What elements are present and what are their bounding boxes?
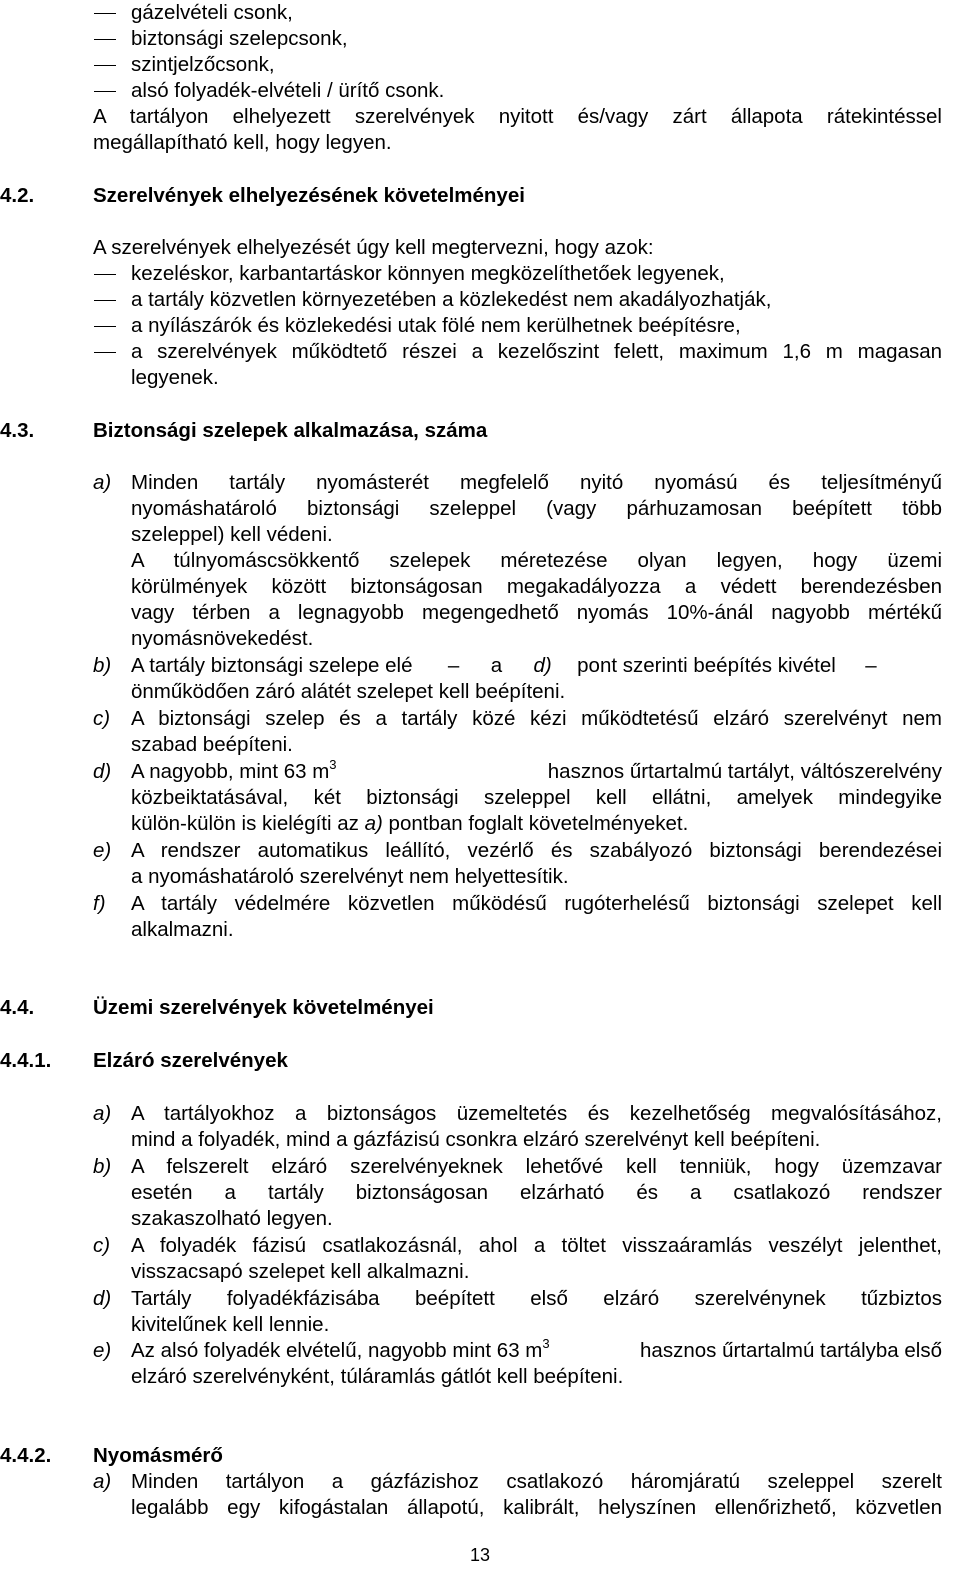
paragraph-line: A biztonsági szelep és a tartály közé kézi működtetésű elzáró szerelvényt nem — [131, 707, 942, 730]
section-number: 4.4.1. — [0, 1049, 52, 1072]
paragraph-line: Minden tartály nyomásterét megfelelő nyitó nyomású és teljesítményű — [131, 471, 942, 494]
paragraph-line: A szerelvények elhelyezését úgy kell megtervezni, hogy azok: — [93, 236, 654, 259]
list-dash — [94, 352, 116, 353]
item-label: a) — [93, 471, 112, 494]
item-label: a) — [93, 1470, 112, 1493]
paragraph-line: vagy térben a legnagyobb megengedhető nyomás 10%-ánál nagyobb mértékű — [131, 601, 942, 624]
text-run: pont szerinti beépítés kivétel — [577, 654, 836, 677]
reference: d) — [533, 654, 552, 677]
paragraph-line: nyomásnövekedést. — [131, 627, 314, 650]
paragraph-line — [131, 759, 942, 785]
section-title: Szerelvények elhelyezésének követelményei — [93, 184, 525, 207]
section-title: Biztonsági szelepek alkalmazása, száma — [93, 419, 488, 442]
text-run — [131, 759, 337, 785]
list-dash — [94, 39, 116, 40]
section-number: 4.4. — [0, 996, 35, 1019]
section-number: 4.4.2. — [0, 1444, 52, 1467]
paragraph-line: elzáró szerelvényként, túláramlás gátlót kell beépíteni. — [131, 1365, 624, 1388]
text-run: hasznos űrtartalmú tartályba első — [640, 1339, 942, 1362]
list-dash — [94, 326, 116, 327]
reference: a) — [364, 812, 383, 835]
paragraph-line: szeleppel) kell védeni. — [131, 523, 333, 546]
paragraph-line: A túlnyomáscsökkentő szelepek méretezése olyan legyen, hogy üzemi — [131, 549, 942, 572]
item-label: b) — [93, 654, 112, 677]
list-dash — [94, 91, 116, 92]
text-run: A tartály biztonsági szelepe elé — [131, 654, 413, 677]
paragraph-line: megállapítható kell, hogy legyen. — [93, 131, 392, 154]
section-number: 4.3. — [0, 419, 35, 442]
paragraph-line: legalább egy kifogástalan állapotú, kalibrált, helyszínen ellenőrizhető, közvetlen — [131, 1496, 942, 1519]
text-run — [131, 1338, 550, 1364]
item-label: d) — [93, 760, 112, 783]
paragraph-line: A tartály védelmére közvetlen működésű rugóterhelésű biztonsági szelepet kell — [131, 892, 942, 915]
section-title: Elzáró szerelvények — [93, 1049, 288, 1072]
paragraph-line: Minden tartályon a gázfázishoz csatlakozó háromjáratú szeleppel szerelt — [131, 1470, 942, 1493]
paragraph-line: szabad beépíteni. — [131, 733, 293, 756]
list-item: alsó folyadék-elvételi / ürítő csonk. — [131, 79, 445, 102]
paragraph-line: körülmények között biztonságosan megakadályozza a védett berendezésben — [131, 575, 942, 598]
section-number: 4.2. — [0, 184, 35, 207]
text-run: pontban foglalt követelményeket. — [388, 812, 689, 835]
paragraph-line: önműködően záró alátét szelepet kell beépíteni. — [131, 680, 566, 703]
item-label: e) — [93, 1339, 112, 1362]
paragraph-line: A felszerelt elzáró szerelvényeknek lehetővé kell tenniük, hogy üzemzavar — [131, 1155, 942, 1178]
superscript: 3 — [329, 757, 337, 773]
list-item: legyenek. — [131, 366, 219, 389]
text-run: külön-külön is kielégíti az — [131, 812, 359, 835]
paragraph-line: nyomáshatároló biztonsági szeleppel (vagy párhuzamosan beépített több — [131, 497, 942, 520]
paragraph-line: alkalmazni. — [131, 918, 234, 941]
paragraph-line: szakaszolható legyen. — [131, 1207, 333, 1230]
paragraph-line: A rendszer automatikus leállító, vezérlő és szabályozó biztonsági berendezései — [131, 839, 942, 862]
list-dash — [94, 65, 116, 66]
section-title: Nyomásmérő — [93, 1444, 223, 1467]
list-item: biztonsági szelepcsonk, — [131, 27, 348, 50]
dash-text: – — [447, 654, 460, 677]
list-dash — [94, 300, 116, 301]
list-dash — [94, 13, 116, 14]
list-item: kezeléskor, karbantartáskor könnyen megközelíthetőek legyenek, — [131, 262, 725, 285]
paragraph-line — [131, 653, 877, 679]
text-run: A nagyobb, mint 63 m — [131, 760, 330, 783]
paragraph-line: esetén a tartály biztonságosan elzárható és a csatlakozó rendszer — [131, 1181, 942, 1204]
text-run: Az alsó folyadék elvételű, nagyobb mint 63 m — [131, 1339, 543, 1362]
item-label: c) — [93, 707, 111, 730]
list-item: szintjelzőcsonk, — [131, 53, 275, 76]
paragraph-line: A tartályon elhelyezett szerelvények nyitott és/vagy zárt állapota rátekintéssel — [93, 105, 942, 128]
list-item: a tartály közvetlen környezetében a közlekedést nem akadályozhatják, — [131, 288, 772, 311]
text-run: a — [490, 654, 503, 677]
item-label: f) — [93, 892, 106, 915]
paragraph-line: kivitelűnek kell lennie. — [131, 1313, 330, 1336]
item-label: a) — [93, 1102, 112, 1125]
paragraph-line: A folyadék fázisú csatlakozásnál, ahol a töltet visszaáramlás veszélyt jelenthet, — [131, 1234, 942, 1257]
paragraph-line: a nyomáshatároló szerelvényt nem helyettesítik. — [131, 865, 569, 888]
page-number: 13 — [469, 1545, 491, 1565]
list-item: a nyílászárók és közlekedési utak fölé nem kerülhetnek beépítésre, — [131, 314, 741, 337]
list-dash — [94, 274, 116, 275]
list-item: a szerelvények működtető részei a kezelőszint felett, maximum 1,6 m magasan — [131, 340, 942, 363]
dash-text: – — [865, 654, 877, 677]
item-label: c) — [93, 1234, 111, 1257]
text-run: hasznos űrtartalmú tartályt, váltószerelvény — [547, 760, 942, 783]
superscript: 3 — [542, 1336, 550, 1352]
section-title: Üzemi szerelvények követelményei — [93, 996, 434, 1019]
list-item: gázelvételi csonk, — [131, 1, 293, 24]
paragraph-line: visszacsapó szelepet kell alkalmazni. — [131, 1260, 470, 1283]
paragraph-line: A tartályokhoz a biztonságos üzemeltetés és kezelhetőség megvalósításához, — [131, 1102, 942, 1125]
item-label: b) — [93, 1155, 112, 1178]
item-label: d) — [93, 1287, 112, 1310]
item-label: e) — [93, 839, 112, 862]
paragraph-line — [131, 1338, 942, 1364]
paragraph-line: Tartály folyadékfázisába beépített első elzáró szerelvénynek tűzbiztos — [131, 1287, 942, 1310]
paragraph-line: mind a folyadék, mind a gázfázisú csonkra elzáró szerelvényt kell beépíteni. — [131, 1128, 821, 1151]
paragraph-line — [131, 811, 688, 837]
paragraph-line: közbeiktatásával, két biztonsági szeleppel kell ellátni, amelyek mindegyike — [131, 786, 942, 809]
